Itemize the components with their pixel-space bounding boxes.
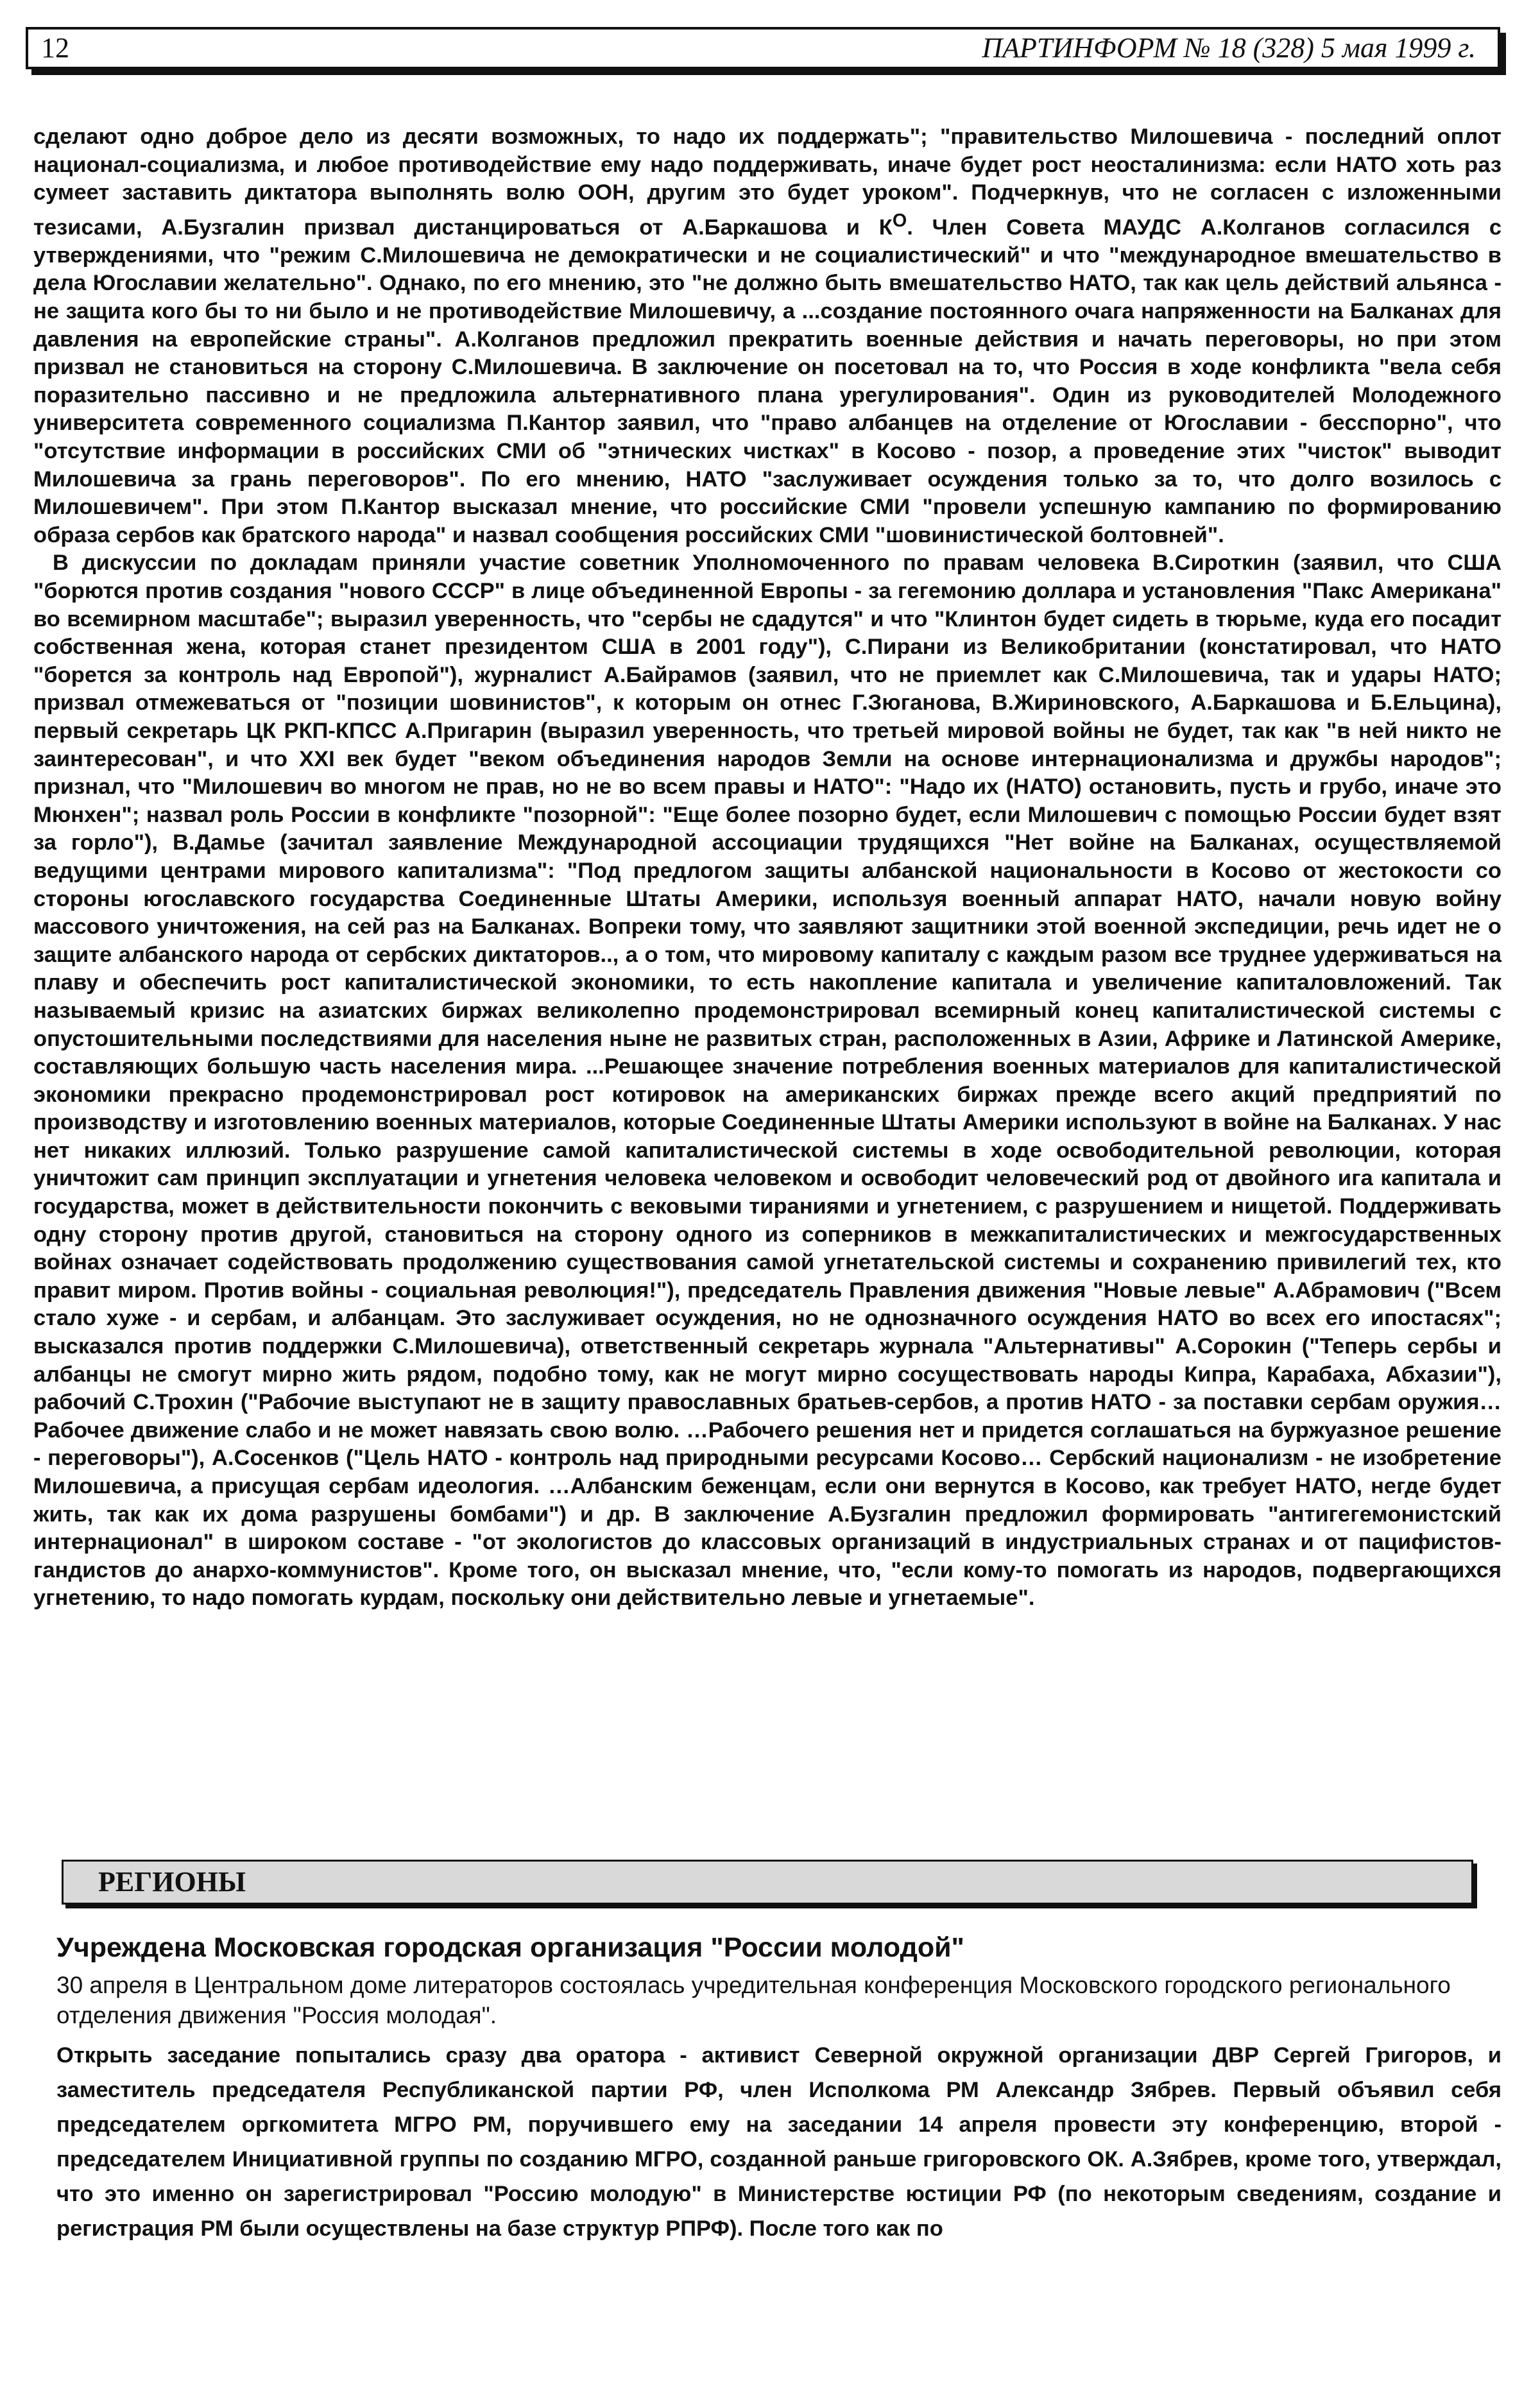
section-label: РЕГИОНЫ [98,1866,246,1898]
issue-info: ПАРТИНФОРМ № 18 (328) 5 мая 1999 г. [982,32,1476,64]
section-header [62,1860,1473,1905]
page-header [26,27,1500,69]
paragraph-1 [33,123,1502,549]
article-continuation [33,123,1502,1613]
superscript-o: О [892,210,907,231]
article-body: Открыть заседание попытались сразу два оратора - активист Северной окружной организации ДВР Сергей Григоров, и заместитель председателя Республиканской партии РФ, член Исполкома РМ Александр Зябрев. Первый объявил себя председателем оргкомитета МГРО РМ, поручившего ему на заседании 14 апреля провести эту конференцию, второй - председателем Инициативной группы по созданию МГРО, созданной раньше григоровского ОК. А.Зябрев, кроме того, утверждал, что это именно он зарегистрировал "Россию молодую" в Министерстве юстиции РФ (по некоторым сведениям, создание и регистрация РМ были осуществлены на базе структур РПРФ). После того как по [56,2043,1502,2241]
article-lead: 30 апреля в Центральном доме литераторов состоялась учредительная конференция Московского городского регионального отделения движения "Россия молодая". [56,1972,1451,2028]
paragraph-1-text-end: . Член Совета МАУДС А.Колганов согласился с утверждениями, что "режим С.Милошевича не демократически и не социалистический" и что "международное вмешательство в дела Югославии желательно". Однако, по его мнению, это "не должно быть вмешательство НАТО, так как цель действий альянса - не защита кого бы то ни было и не противодействие Милошевичу, а ...создание постоянного очага напряженности на Балканах для давления на европейские страны". А.Колганов предложил прекратить военные действия и начать переговоры, но при этом призвал не становиться на сторону С.Милошевича. В заключение он посетовал на то, что Россия в ходе конфликта "вела себя поразительно пассивно и не предложила альтернативного плана урегулирования". Один из руководителей Молодежного университета современного социализма П.Кантор заявил, что "право албанцев на отделение от Югославии - бесспорно", что "отсутствие информации в российских СМИ об "этнических чистках" в Косово - позор, а проведение этих "чисток" выводит Милошевича за грань переговоров". По его мнению, НАТО "заслуживает осуждения только за то, что долго возилось с Милошевичем". При этом П.Кантор высказал мнение, что российские СМИ "провели успешную кампанию по формированию образа сербов как братского народа" и назвал сообщения российских СМИ "шовинистической болтовней". [33,215,1502,547]
paragraph-2: В дискуссии по докладам приняли участие советник Уполномоченного по правам человека В.Сироткин (заявил, что США "борются против создания "нового СССР" в лице объединенной Европы - за гегемонию доллара и установления "Пакс Американа" во всемирном масштабе"; выразил уверенность, что "сербы не сдадутся" и что "Клинтон будет сидеть в тюрьме, куда его посадит собственная жена, которая станет президентом США в 2001 году"), С.Пирани из Великобритании (констатировал, что НАТО "борется за контроль над Европой"), журналист А.Байрамов (заявил, что не приемлет как С.Милошевича, так и удары НАТО; призвал отмежеваться от "позиции шовинистов", к которым он отнес Г.Зюганова, В.Жириновского, А.Баркашова и Б.Ельцина), первый секретарь ЦК РКП-КПСС А.Пригарин (выразил уверенность, что третьей мировой войны не будет, так как "в ней никто не заинтересован", и что XXI век будет "веком объединения народов Земли на основе интернационализма и дружбы народов"; признал, что "Милошевич во многом не прав, но не во всем правы и НАТО": "Надо их (НАТО) остановить, пусть и грубо, иначе это Мюнхен"; назвал роль России в конфликте "позорной": "Еще более позорно будет, если Милошевич с помощью России будет взят за горло"), В.Дамье (зачитал заявление Международной ассоциации трудящихся "Нет войне на Балканах, осуществляемой ведущими центрами мирового капитализма": "Под предлогом защиты албанской национальности в Косово от жестокости со стороны югославского государства Соединенные Штаты Америки, используя военный аппарат НАТО, начали новую войну массового уничтожения, на сей раз на Балканах. Вопреки тому, что заявляют защитники этой военной экспедиции, речь идет не о защите албанского народа от сербских диктаторов.., а о том, что мировому капиталу с каждым разом все труднее удерживаться на плаву и обеспечить рост капиталистической экономики, то есть накопление капитала и увеличение капиталовложений. Так называемый кризис на азиатских биржах великолепно продемонстрировал всемирный конец капиталистической системы с опустошительными последствиями для населения ныне не развитых стран, расположенных в Азии, Африке и Латинской Америке, составляющих большую часть населения мира. ...Решающее значение потребления военных материалов для капиталистической экономики прекрасно продемонстрировал рост котировок на американских биржах прежде всего акций предприятий по производству и изготовлению военных материалов, которые Соединенные Штаты Америки используют в войне на Балканах. У нас нет никаких иллюзий. Только разрушение самой капиталистической системы в ходе освободительной революции, которая уничтожит сам принцип эксплуатации и угнетения человека человеком и освободит человеческий род от двойного ига капитала и государства, может в действительности покончить с вековыми тираниями и угнетением, с разрушением и нищетой. Поддерживать одну сторону против другой, становиться на сторону одного из соперников в межкапиталистических и межгосударственных войнах означает содействовать продолжению существования самой угнетательской системы и сохранению привилегий тех, кто правит миром. Против войны - социальная революция!"), председатель Правления движения "Новые левые" А.Абрамович ("Всем стало хуже - и сербам, и албанцам. Это заслуживает осуждения, но не однозначного осуждения НАТО во всех его ипостасях"; высказался против поддержки С.Милошевича), ответственный секретарь журнала "Альтернативы" А.Сорокин ("Теперь сербы и албанцы не смогут мирно жить рядом, подобно тому, как не могут мирно сосуществовать народы Кипра, Карабаха, Абхазии"), рабочий С.Трохин ("Рабочие выступают не в защиту православных братьев-сербов, а против НАТО - за поставки сербам оружия… Рабочее движение слабо и не может навязать свою волю. …Рабочего решения нет и придется соглашаться на буржуазное решение - переговоры"), А.Сосенков ("Цель НАТО - контроль над природными ресурсами Косово… Сербский национализм - не изобретение Милошевича, а присущая сербам идеология. …Албанским беженцам, если они вернутся в Косово, как требует НАТО, негде будет жить, так как их дома разрушены бомбами") и др. В заключение А.Бузгалин предложил формировать "антигегемонистский интернационал" в широком составе - "от экологистов до классовых организаций в индустриальных странах и от пацифистов-гандистов до анархо-коммунистов". Кроме того, он высказал мнение, что, "если кому-то помогать из народов, подвергающихся угнетению, то надо помогать курдам, поскольку они действительно левые и угнетаемые". [33,551,1502,1611]
paragraph-1-text: сделают одно доброе дело из десяти возможных, то надо их поддержать"; "правительство Милошевича - последний оплот национал-социализма, и любое противодействие ему надо поддерживать, иначе будет рост неосталинизма: если НАТО хоть раз сумеет заставить диктатора выполнять волю ООН, другим это будет уроком". Подчеркнув, что не согласен с изложенными тезисами, А.Бузгалин призвал дистанцироваться от А.Баркашова и К [33,124,1502,240]
page-number: 12 [41,32,69,64]
article-title: Учреждена Московская городская организация "России молодой" [56,1932,964,1963]
